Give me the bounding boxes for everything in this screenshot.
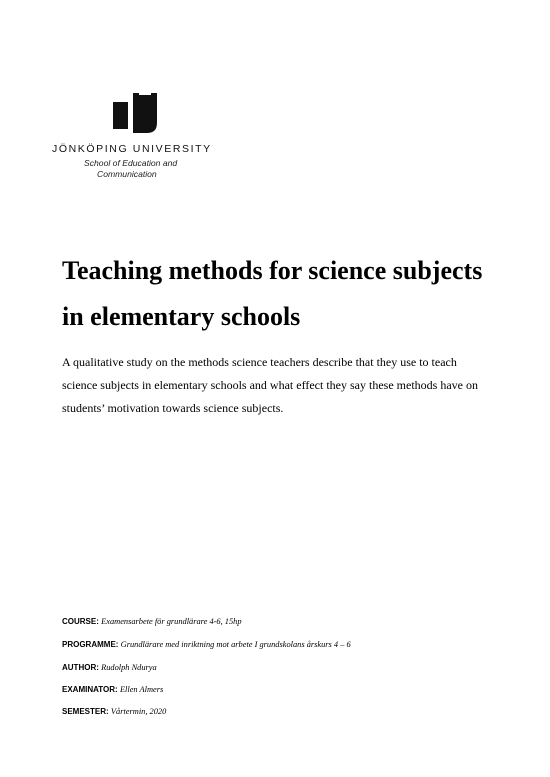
author-row: AUTHOR: Rudolph Ndurya (62, 663, 157, 672)
school-name-line-2: Communication (97, 169, 157, 179)
examinator-label: EXAMINATOR (62, 685, 116, 694)
document-title-line-2: in elementary schools (62, 302, 301, 331)
programme-row: PROGRAMME: Grundlärare med inriktning mot arbete I grundskolans årskurs 4 – 6 (62, 640, 351, 649)
examinator-row: EXAMINATOR: Ellen Almers (62, 685, 164, 694)
programme-value: Grundlärare med inriktning mot arbete I grundskolans årskurs 4 – 6 (120, 640, 351, 649)
examinator-value: Ellen Almers (119, 685, 164, 694)
semester-row: SEMESTER: Vårtermin, 2020 (62, 707, 167, 716)
course-row: COURSE: Examensarbete för grundlärare 4-6, 15hp (62, 617, 242, 626)
semester-value: Vårtermin, 2020 (110, 707, 167, 716)
semester-label: SEMESTER (62, 707, 107, 716)
author-label: AUTHOR (62, 663, 97, 672)
course-value: Examensarbete för grundlärare 4-6, 15hp (101, 617, 242, 626)
document-title-line-1: Teaching methods for science subjects (62, 256, 483, 285)
programme-label: PROGRAMME (62, 640, 116, 649)
document-subtitle: A qualitative study on the methods science teachers describe that they use to teach science subjects in elementary schools and what effect they say these methods have on students’ motivation towards science subjects. (62, 355, 478, 415)
author-value: Rudolph Ndurya (101, 663, 157, 672)
course-label: COURSE (62, 617, 97, 626)
school-name-line-1: School of Education and (84, 158, 178, 168)
university-logo-icon (113, 93, 157, 133)
university-name: JÖNKÖPING UNIVERSITY (52, 143, 212, 155)
